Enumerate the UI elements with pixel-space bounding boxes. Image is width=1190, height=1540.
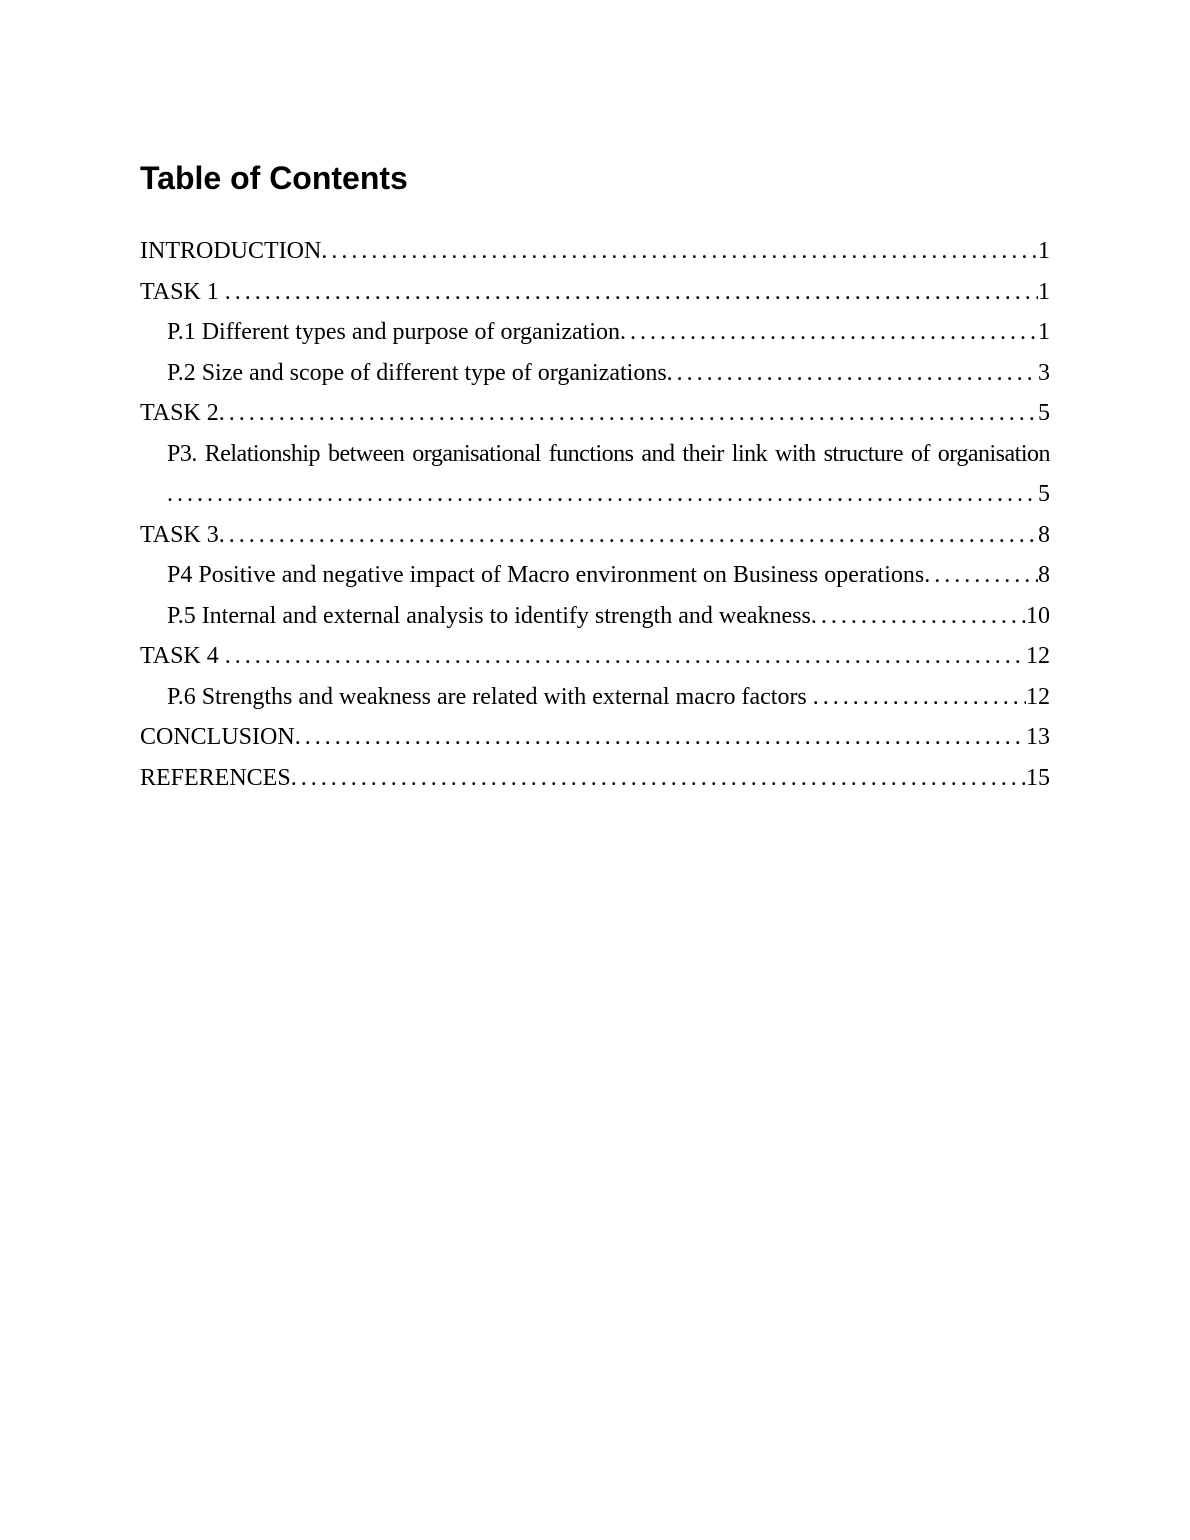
toc-entry-label: P4 Positive and negative impact of Macro environment on Business operations [167,562,925,588]
toc-dot-leader [667,353,1038,394]
toc-entry-references[interactable] [140,758,1050,799]
toc-entry-label: P3. Relationship between organisational functions and their link with structure of organisation [167,440,1050,467]
toc-page-number: 5 [1038,400,1050,426]
toc-dot-leader [924,555,1038,596]
toc-entry-label: TASK 1 [140,278,225,305]
toc-entry-p3-text[interactable] [140,434,1050,475]
toc-dot-leader [620,312,1038,353]
toc-entry-p3-leader[interactable] [140,474,1050,515]
toc-page-number: 15 [1026,764,1050,791]
toc-entry-task-4[interactable] [140,636,1050,677]
table-of-contents [140,231,1050,798]
toc-page-number: 1 [1038,319,1050,345]
toc-page-number: 1 [1038,278,1050,305]
toc-entry-label: CONCLUSION [140,724,295,750]
page-title: Table of Contents [140,160,408,196]
toc-dot-leader [811,596,1026,637]
toc-entry-task-2[interactable] [140,393,1050,434]
toc-entry-label: TASK 3 [140,521,219,548]
toc-page-number: 8 [1038,521,1050,548]
toc-dot-leader [813,677,1026,718]
toc-page-number: 12 [1026,643,1050,669]
toc-dot-leader [167,474,1038,515]
toc-dot-leader [225,636,1026,677]
toc-entry-label: P.1 Different types and purpose of organization [167,319,621,345]
toc-dot-leader [291,758,1026,799]
toc-dot-leader [321,231,1038,272]
toc-page-number: 8 [1038,562,1050,588]
toc-page-number: 5 [1038,481,1050,507]
toc-entry-label: P.6 Strengths and weakness are related with external macro factors [167,683,813,710]
toc-page-number: 13 [1026,724,1050,750]
toc-page-number: 3 [1038,359,1050,386]
toc-entry-label: P.5 Internal and external analysis to identify strength and weakness [167,602,811,629]
toc-page-number: 10 [1026,602,1050,629]
toc-entry-p1[interactable] [140,312,1050,353]
toc-entry-p4[interactable] [140,555,1050,596]
toc-entry-introduction[interactable] [140,231,1050,272]
toc-entry-label: P.2 Size and scope of different type of organizations [167,359,667,386]
toc-entry-label: TASK 2 [140,400,219,426]
toc-entry-label: TASK 4 [140,643,225,669]
toc-entry-p5[interactable] [140,596,1050,637]
toc-entry-conclusion[interactable] [140,717,1050,758]
toc-entry-task-3[interactable] [140,515,1050,556]
toc-entry-task-1[interactable] [140,272,1050,313]
toc-page-number: 12 [1026,683,1050,710]
toc-entry-label: INTRODUCTION [140,238,322,264]
toc-entry-p2[interactable] [140,353,1050,394]
toc-page-number: 1 [1038,238,1050,264]
toc-dot-leader [219,515,1038,556]
toc-entry-label: REFERENCES [140,764,291,791]
toc-dot-leader [295,717,1026,758]
toc-entry-p6[interactable] [140,677,1050,718]
toc-dot-leader [219,393,1038,434]
toc-dot-leader [225,272,1038,313]
